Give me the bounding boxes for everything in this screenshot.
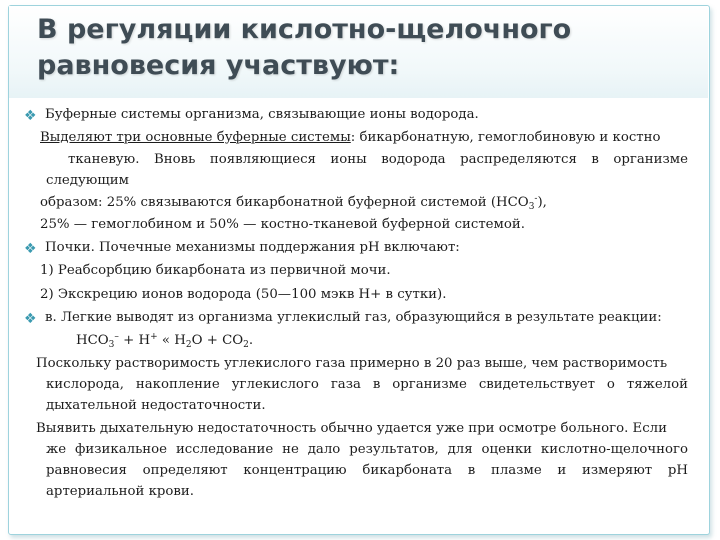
bicarbonate-share-line xyxy=(40,194,547,212)
buffer-systems-underlined: Выделяют три основные буферные системы xyxy=(40,130,351,145)
bullet-1-text: Буферные системы организма, связывающие ионы водорода. xyxy=(45,107,479,122)
paragraph-2-line-2: же физикальное исследование не дало результатов, для оценки кислотно-щелочного xyxy=(46,442,688,457)
subscript: 3 xyxy=(528,202,535,212)
paragraph-2-line-4: артериальной крови. xyxy=(46,484,195,499)
superscript: - xyxy=(534,194,538,204)
buffer-systems-line xyxy=(40,129,688,147)
slide-title: В регуляции кислотно-щелочного равновесия участвуют: xyxy=(37,14,572,81)
eq-part: О + СО xyxy=(191,333,244,348)
eq-part: НСО xyxy=(76,333,109,348)
buffer-distribution-line: тканевую. Вновь появляющиеся ионы водорода распределяются в организме xyxy=(68,152,688,167)
hemoglobin-share-line: 25% — гемоглобином и 50% — костно-тканевой буферной системой. xyxy=(40,217,525,232)
bicarbonate-text-end: ), xyxy=(537,195,547,210)
bullet-icon: ❖ xyxy=(24,241,37,257)
superscript: – xyxy=(114,332,119,342)
subscript: 3 xyxy=(108,340,115,350)
superscript: + xyxy=(150,332,158,342)
kidney-item-1: 1) Реабсорбцию бикарбоната из первичной мочи. xyxy=(40,263,391,278)
paragraph-1-line-3: дыхательной недостаточности. xyxy=(46,398,266,413)
reaction-equation xyxy=(76,332,253,350)
bicarbonate-text: образом: 25% связываются бикарбонатной буферной системой (НСО xyxy=(40,195,529,210)
paragraph-1-line-2: кислорода, накопление углекислого газа в организме свидетельствует о тяжелой xyxy=(46,377,688,392)
eq-part: . xyxy=(248,333,254,348)
paragraph-1-line-1: Поскольку растворимость углекислого газа примерно в 20 раз выше, чем растворимость xyxy=(36,356,668,371)
subscript: 2 xyxy=(243,340,249,350)
bullet-icon: ❖ xyxy=(24,108,37,124)
bullet-3-text: в. Легкие выводят из организма углекислый газ, образующийся в результате реакции: xyxy=(45,310,662,325)
buffer-systems-list: : бикарбонатную, гемоглобиновую и костно xyxy=(350,130,661,145)
eq-part: « Н xyxy=(157,333,186,348)
kidney-item-2: 2) Экскрецию ионов водорода (50—100 мэкв Н+ в сутки). xyxy=(40,287,447,302)
subscript: 2 xyxy=(185,340,192,350)
paragraph-2-line-1: Выявить дыхательную недостаточность обычно удается уже при осмотре больного. Если xyxy=(36,421,667,436)
eq-part: + Н xyxy=(118,333,151,348)
bullet-icon: ❖ xyxy=(24,311,37,327)
paragraph-2-line-3: равновесия определяют концентрацию бикарбоната в плазме и измеряют рН xyxy=(46,463,688,478)
bullet-2-text: Почки. Почечные механизмы поддержания рН включают: xyxy=(45,240,460,255)
buffer-distribution-continued: следующим xyxy=(46,173,129,188)
